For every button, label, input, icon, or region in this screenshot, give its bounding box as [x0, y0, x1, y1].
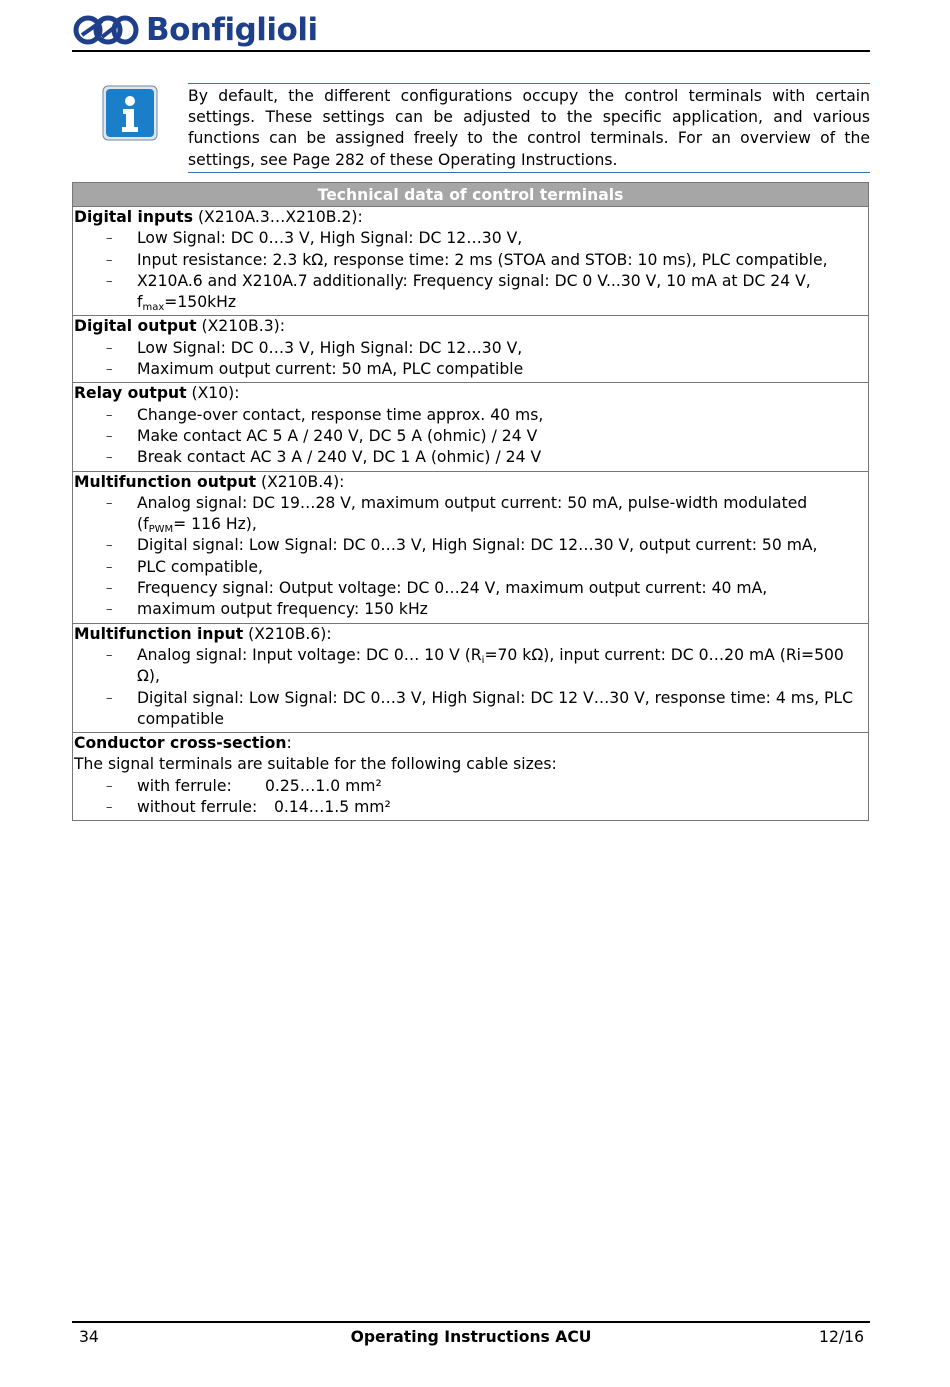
list-item: – without ferrule: 0.14…1.5 mm²	[106, 798, 391, 817]
list-item: – Analog signal: DC 19…28 V, maximum output current: 50 mA, pulse-width modulated ($f_{PWM}= 116$ Hz),	[106, 493, 808, 536]
info-icon	[102, 85, 158, 141]
multifunction-input-cell	[73, 623, 869, 732]
section-label: Multifunction output	[74, 472, 257, 491]
section-label: Relay output	[74, 384, 187, 403]
list-item: – Break contact AC 3 A / 240 V, DC 1 A (ohmic) / 24 V	[106, 448, 542, 467]
section-label: Multifunction input	[74, 624, 244, 643]
table-row	[73, 733, 869, 821]
page-header	[72, 8, 870, 52]
table-row	[73, 623, 869, 732]
section-label: Conductor cross-section	[74, 734, 287, 753]
multifunction-output-cell	[73, 471, 869, 623]
page-number: 34	[79, 1328, 99, 1346]
list-item: – maximum output frequency: 150 kHz	[106, 600, 428, 619]
list-item: – Change-over contact, response time approx. 40 ms,	[106, 405, 544, 424]
table-row	[73, 316, 869, 383]
list-item: – Low Signal: DC 0…3 V, High Signal: DC 12…30 V,	[106, 229, 523, 248]
section-ref: (X210B.3):	[196, 317, 285, 336]
info-note	[188, 83, 870, 173]
conductor-intro: The signal terminals are suitable for the following cable sizes:	[74, 755, 557, 774]
section-label: Digital output	[74, 317, 197, 336]
list-item: – Frequency signal: Output voltage: DC 0…24 V, maximum output current: 40 mA,	[106, 579, 768, 598]
list-item: – Analog signal: Input voltage: DC 0… 10 V ($R_i=70$ kΩ), input current: DC 0…20 mA (Ri=500 Ω),	[106, 645, 844, 686]
list-item: – Low Signal: DC 0…3 V, High Signal: DC 12…30 V,	[106, 338, 523, 357]
list-item: – with ferrule: 0.25…1.0 mm²	[106, 776, 382, 795]
bonfiglioli-logo-icon	[72, 13, 140, 47]
document-title: Operating Instructions ACU	[350, 1328, 592, 1346]
table-row	[73, 207, 869, 316]
section-ref: (X210B.6):	[243, 624, 332, 643]
section-label: Digital inputs	[74, 208, 193, 226]
document-date: 12/16	[819, 1328, 864, 1346]
section-ref: (X10):	[186, 384, 240, 403]
list-item: – X210A.6 and X210A.7 additionally: Frequency signal: DC 0 V...30 V, 10 mA at DC 24 V, $f_{max}=150kHz$	[106, 271, 811, 314]
table-row	[73, 471, 869, 623]
list-item: – Digital signal: Low Signal: DC 0…3 V, High Signal: DC 12 V…30 V, response time: 4 ms, PLC compatible	[106, 688, 853, 728]
section-ref: (X210A.3…X210B.2):	[193, 208, 363, 226]
technical-data-table	[72, 182, 869, 821]
list-item: – Make contact AC 5 A / 240 V, DC 5 A (ohmic) / 24 V	[106, 426, 538, 445]
info-note-text: By default, the different configurations occupy the control terminals with certain settings. These settings can be adjusted to the specific application, and various functions can be assigned freely to the control terminals. For an overview of the settings, see Page 282 of these Operating Instructions.	[188, 87, 870, 169]
digital-inputs-cell	[73, 207, 869, 316]
page-footer	[72, 1321, 870, 1353]
list-item: – Digital signal: Low Signal: DC 0…3 V, High Signal: DC 12…30 V, output current: 50 mA,	[106, 536, 818, 555]
list-item: – Input resistance: 2.3 kΩ, response time: 2 ms (STOA and STOB: 10 ms), PLC compatible,	[106, 250, 828, 269]
list-item: – Maximum output current: 50 mA, PLC compatible	[106, 360, 524, 379]
relay-output-cell	[73, 383, 869, 471]
table-title: Technical data of control terminals	[73, 183, 869, 207]
table-row	[73, 383, 869, 471]
section-ref: (X210B.4):	[256, 472, 345, 491]
digital-output-cell	[73, 316, 869, 383]
list-item: – PLC compatible,	[106, 557, 263, 576]
brand-logo	[72, 12, 318, 48]
brand-name: Bonfiglioli	[146, 12, 318, 48]
conductor-cell: Conductor cross-section: The signal terminals are suitable for the following cable sizes: – with ferrule: 0.25…1.0 mm² – without ferrule: 0.14…1.5 mm²	[73, 733, 869, 821]
